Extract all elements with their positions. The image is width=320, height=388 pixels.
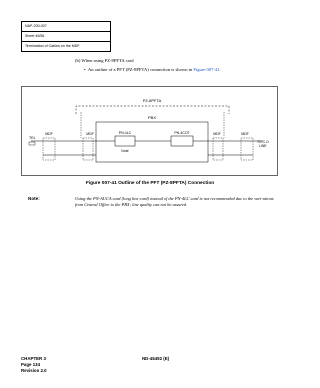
step-b-text: (b) When using PZ-8PFTA card [75, 58, 134, 63]
mdf-label-3: MDF [213, 132, 221, 136]
tel-label: TEL [29, 136, 36, 140]
note-label-diagram: Note [121, 149, 129, 153]
figure-caption: Figure 007-41 Outline of the PFT (PZ-8PFTA) Connection [85, 181, 215, 186]
bullet-text-prefix: An outline of a PFT (PZ-8PFTA) connection is shown in [87, 67, 194, 72]
sheet-number: Sheet 49/56 [22, 32, 110, 42]
mdf-label-2: MDF [86, 132, 94, 136]
mdf-frame-2 [83, 138, 93, 160]
footer-revision: Revision 2.0 [21, 368, 47, 373]
pz-8pfta-label: PZ-8PFTA [142, 98, 162, 103]
footer-page: Page 134 [21, 362, 41, 367]
pn-4cot-label: PN-4COT [174, 131, 190, 135]
document-header-box [21, 21, 111, 52]
pn-4lc-label: PN-4LC [118, 131, 132, 135]
note-label: Note: [28, 196, 40, 201]
bullet-text-suffix: . [219, 67, 221, 72]
pft-connection-diagram [21, 86, 278, 176]
pn-4cot-box [171, 136, 193, 146]
mdf-frame-4 [241, 138, 253, 160]
mdf-frame-1 [43, 138, 55, 160]
mdf-frame-3 [213, 138, 223, 160]
line-label: LINE [259, 144, 267, 148]
bullet-paragraph: • An outline of a PFT (PZ-8PFTA) connection is shown in Figure 007-41. [84, 67, 221, 72]
footer-left [21, 356, 47, 374]
mdf-label-1: MDF [45, 132, 53, 136]
pbx-label: PBX [147, 115, 157, 120]
pbx-box [96, 122, 208, 162]
footer-chapter: CHAPTER 3 [21, 356, 46, 361]
pz-8pfta-bracket [76, 106, 229, 114]
pn-4lc-box [115, 136, 135, 146]
figure-link[interactable]: Figure 007-41 [193, 67, 220, 72]
footer-doc-number: ND-45492 (E) [142, 356, 170, 361]
doc-id: NAP-200-007 [22, 22, 110, 32]
telephone-icon [29, 142, 35, 145]
to-co-label: TO C.O. [257, 140, 270, 144]
mdf-label-4: MDF [241, 132, 249, 136]
note-text: Using the PN-AUCA card (long line card) instead of the PN-4LC card is not recommended due to the vari-ations from Central Office to the PBX; line quality can not be assured. [75, 196, 274, 207]
section-title: Termination of Cables on the MDF [25, 44, 80, 48]
